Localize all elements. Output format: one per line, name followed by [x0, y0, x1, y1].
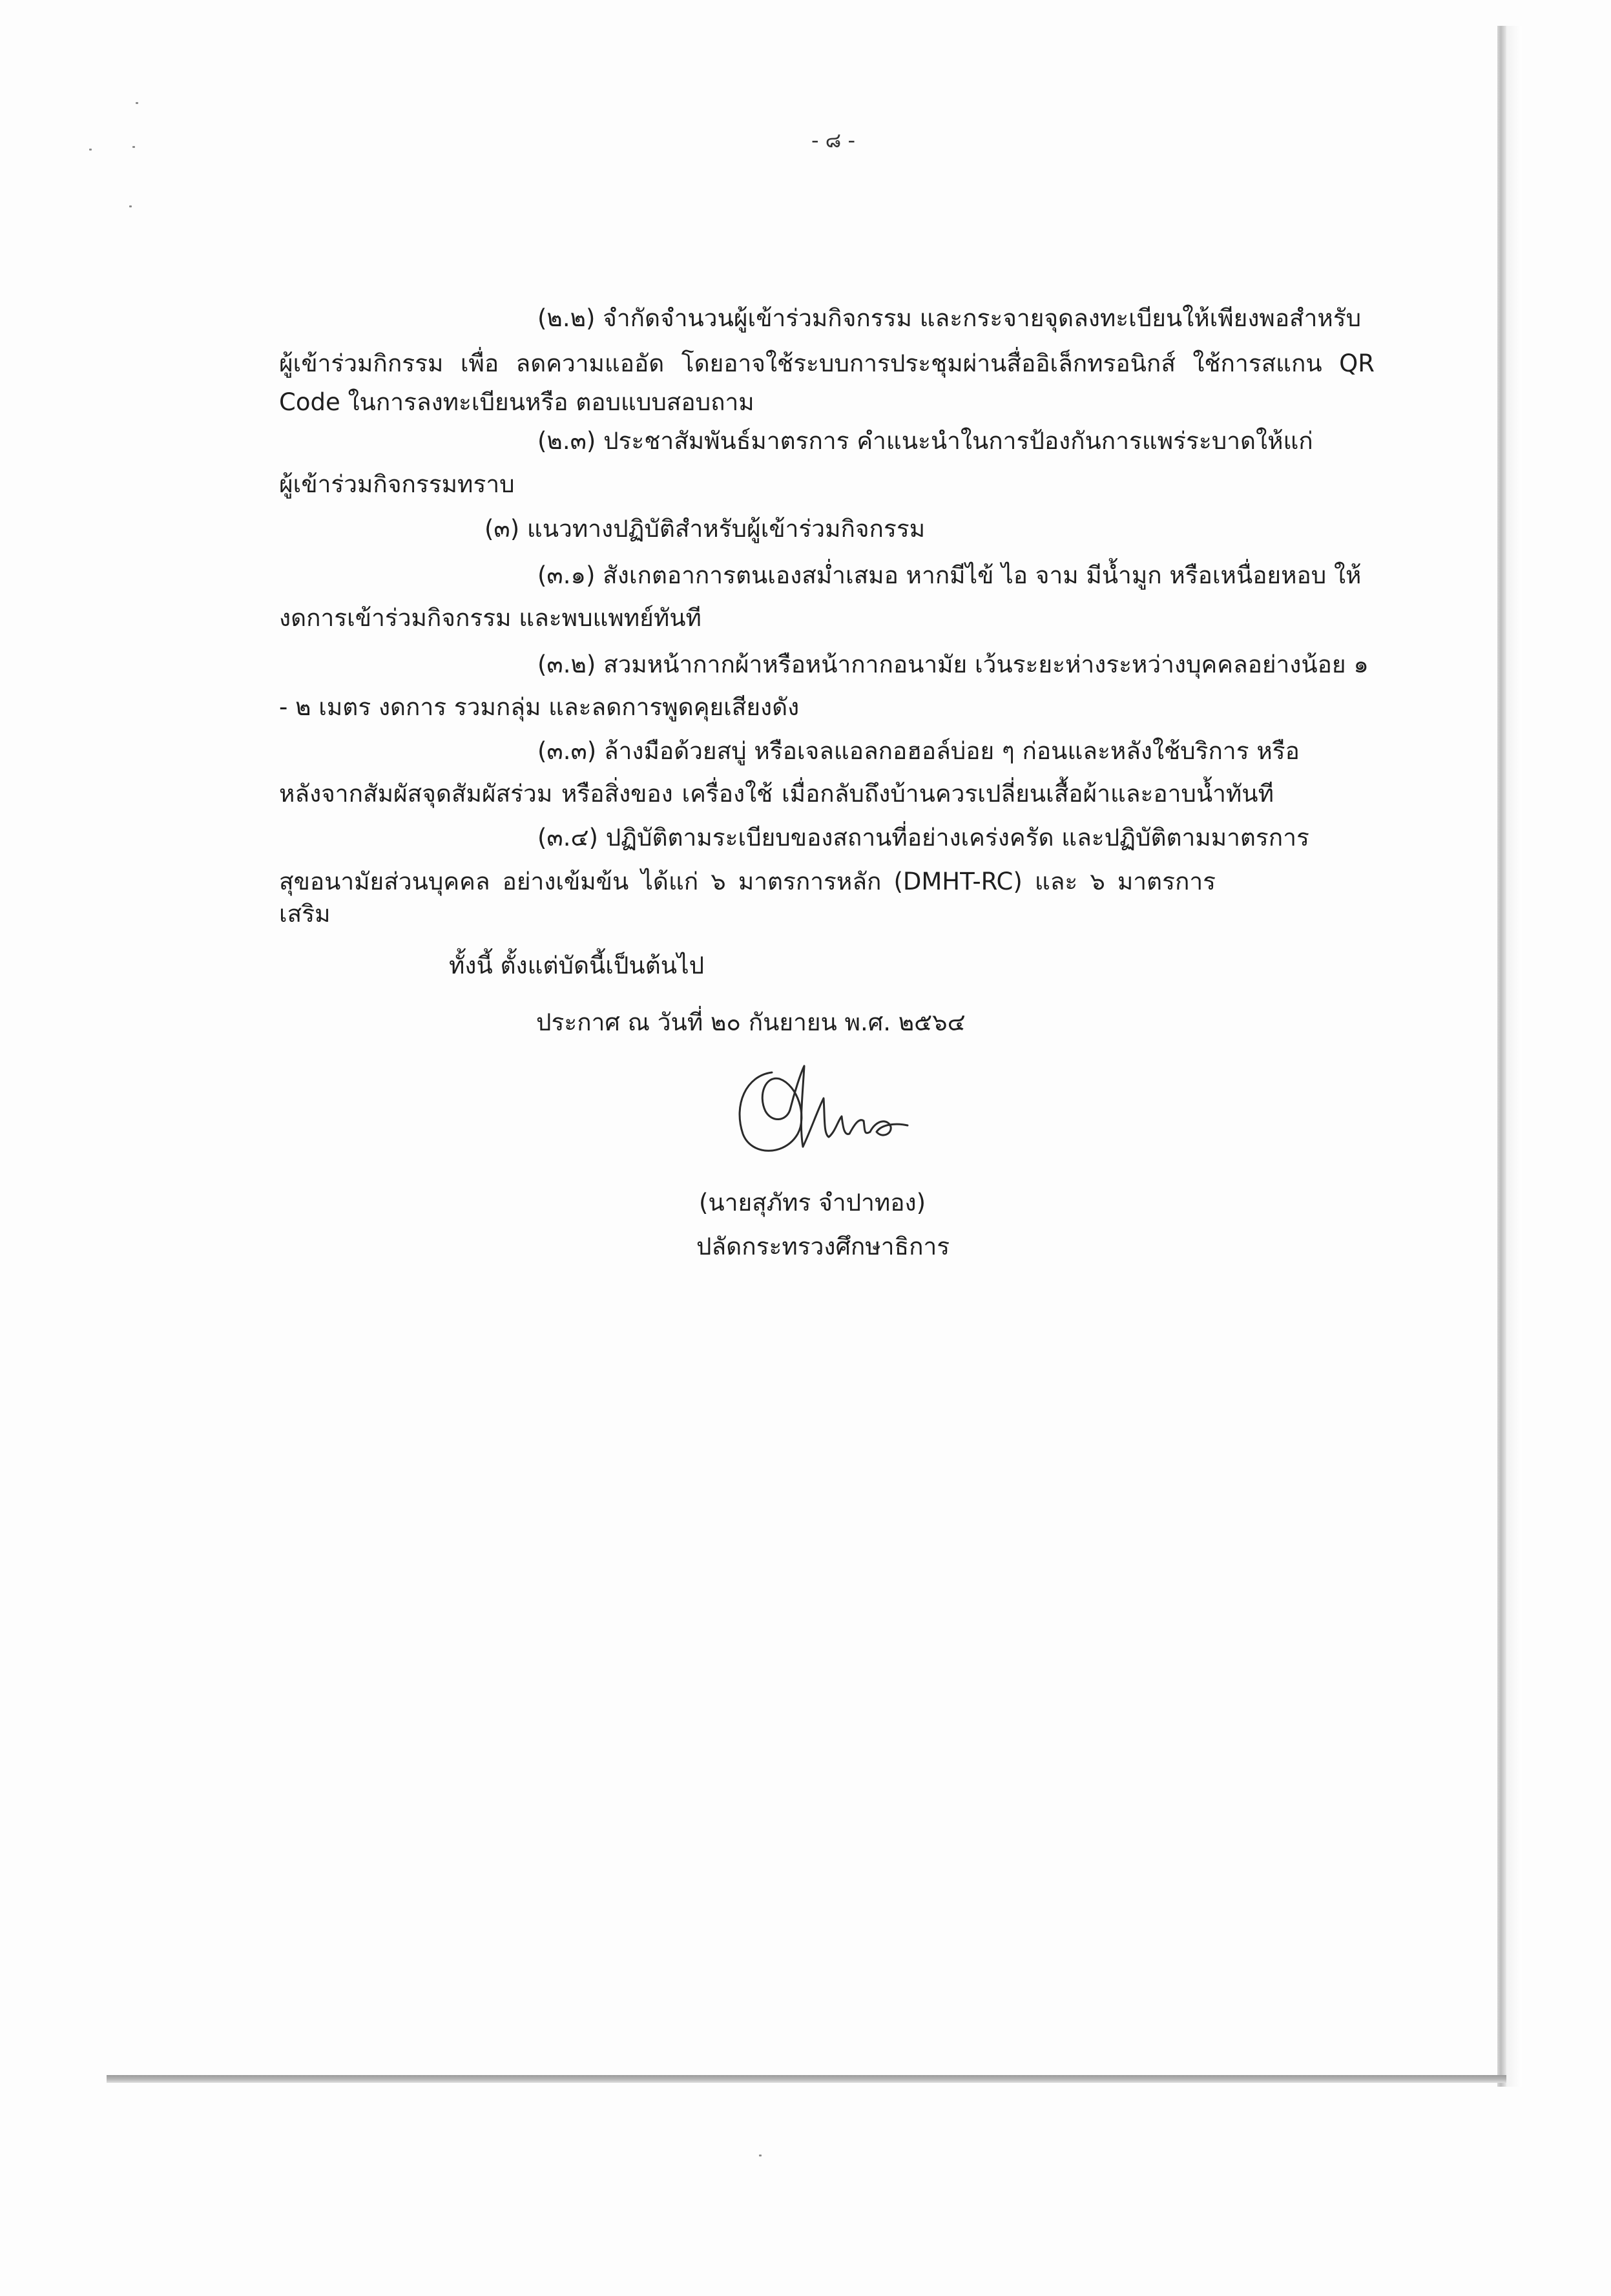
scan-edge-right-margin — [1506, 26, 1522, 2087]
handwritten-signature — [727, 1059, 914, 1169]
paragraph-3-3-line-1: (๓.๓) ล้างมือด้วยสบู่ หรือเจลแอลกอฮอล์บ่อย ๆ ก่อนและหลังใช้บริการ หรือ — [537, 737, 1300, 765]
paragraph-2-2-line-3: Code ในการลงทะเบียนหรือ ตอบแบบสอบถาม — [279, 388, 754, 416]
paragraph-2-3-line-1: (๒.๓) ประชาสัมพันธ์มาตรการ คำแนะนำในการป้องกันการแพร่ระบาดให้แก่ — [537, 427, 1313, 455]
page-number: - ๘ - — [811, 128, 856, 152]
paragraph-2-3-line-2: ผู้เข้าร่วมกิจกรรมทราบ — [279, 470, 515, 498]
paragraph-3-1-line-2: งดการเข้าร่วมกิจกรรม และพบแพทย์ทันที — [279, 604, 702, 632]
scan-edge-right — [1497, 26, 1506, 2087]
paragraph-3-4-line-1: (๓.๔) ปฏิบัติตามระเบียบของสถานที่อย่างเคร่งครัด และปฏิบัติตามมาตรการ — [537, 824, 1309, 851]
signatory-title: ปลัดกระทรวงศึกษาธิการ — [696, 1233, 950, 1260]
paragraph-3-3-line-2: หลังจากสัมผัสจุดสัมผัสร่วม หรือสิ่งของ เครื่องใช้ เมื่อกลับถึงบ้านควรเปลี่ยนเสื้อผ้าและอาบน้ำทันที — [279, 780, 1274, 808]
paragraph-3-4-line-2: สุขอนามัยส่วนบุคคล อย่างเข้มข้น ได้แก่ ๖ มาตรการหลัก (DMHT-RC) และ ๖ มาตรการเสริม — [279, 868, 1216, 928]
scan-edge-bottom — [107, 2075, 1506, 2083]
paragraph-3-2-line-2: - ๒ เมตร งดการ รวมกลุ่ม และลดการพูดคุยเสียงดัง — [279, 693, 800, 721]
paragraph-2-2-line-2: ผู้เข้าร่วมกิกรรม เพื่อ ลดความแออัด โดยอาจใช้ระบบการประชุมผ่านสื่ออิเล็กทรอนิกส์ ใช้การสแกน QR — [279, 350, 1375, 377]
paragraph-3-1-line-1: (๓.๑) สังเกตอาการตนเองสม่ำเสมอ หากมีไข้ ไอ จาม มีน้ำมูก หรือเหนื่อยหอบ ให้ — [537, 561, 1362, 589]
announcement-date: ประกาศ ณ วันที่ ๒๐ กันยายน พ.ศ. ๒๕๖๔ — [536, 1008, 966, 1036]
signatory-name: (นายสุภัทร จำปาทอง) — [699, 1189, 926, 1216]
section-3-heading: (๓) แนวทางปฏิบัติสำหรับผู้เข้าร่วมกิจกรรม — [484, 515, 926, 543]
closing-statement: ทั้งนี้ ตั้งแต่บัดนี้เป็นต้นไป — [449, 952, 705, 979]
paragraph-2-2-line-1: (๒.๒) จำกัดจำนวนผู้เข้าร่วมกิจกรรม และกระจายจุดลงทะเบียนให้เพียงพอสำหรับ — [537, 304, 1362, 332]
paragraph-3-2-line-1: (๓.๒) สวมหน้ากากผ้าหรือหน้ากากอนามัย เว้นระยะห่างระหว่างบุคคลอย่างน้อย ๑ — [537, 651, 1369, 678]
